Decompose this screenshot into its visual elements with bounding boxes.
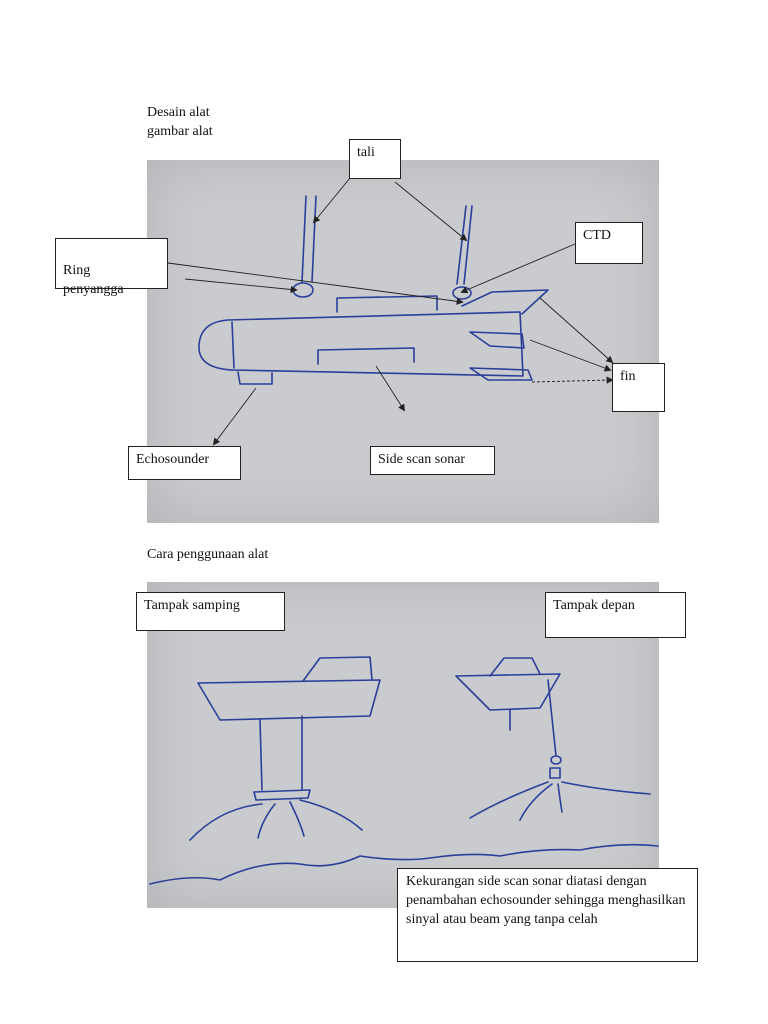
ship-front-hull — [456, 674, 560, 710]
label-side-scan-sonar: Side scan sonar — [370, 446, 495, 475]
label-fin: fin — [612, 363, 665, 412]
label-tampak-depan: Tampak depan — [545, 592, 686, 638]
design-heading-line1: Desain alat — [147, 105, 210, 120]
label-ctd: CTD — [575, 222, 643, 264]
label-tali: tali — [349, 139, 401, 179]
label-echosounder: Echosounder — [128, 446, 241, 480]
design-heading-line2: gambar alat — [147, 124, 213, 139]
label-ring-penyangga: Ring penyangga — [55, 238, 168, 289]
note-box — [397, 868, 698, 962]
towfish-side — [254, 790, 310, 800]
ship-side-cables — [260, 716, 302, 790]
note-text: Kekurangan side scan sonar diatasi dengan penambahan echosounder sehingga menghasilkan sinyal atau beam yang tanpa celah — [406, 874, 686, 927]
ship-front-cabin — [490, 658, 540, 676]
label-tampak-samping: Tampak samping — [136, 592, 285, 631]
towfish-front — [550, 768, 560, 778]
usage-heading: Cara penggunaan alat — [147, 547, 269, 562]
ship-side-cabin — [303, 657, 372, 681]
ship-side-hull — [198, 680, 380, 720]
ship-front-cables — [510, 680, 556, 756]
